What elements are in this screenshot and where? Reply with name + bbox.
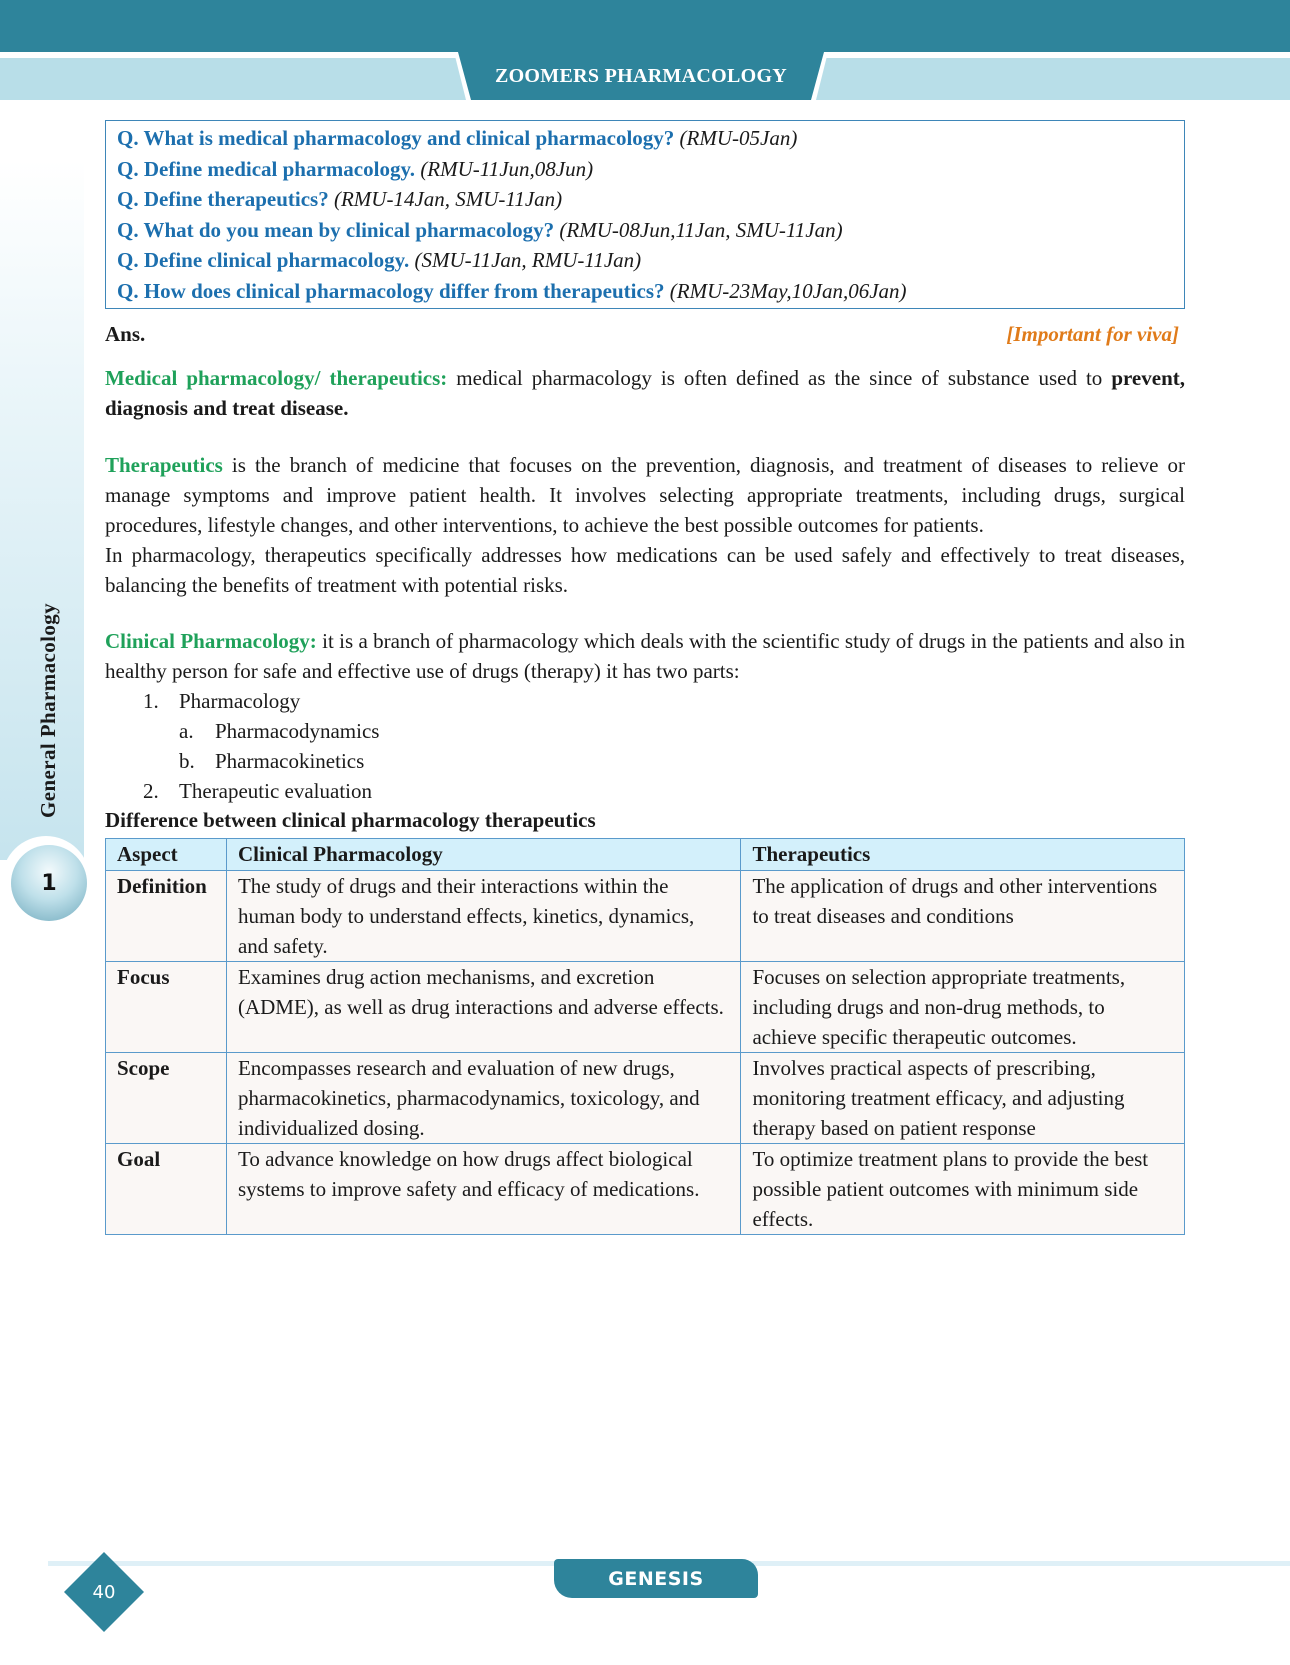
list-label: Pharmacokinetics bbox=[215, 749, 365, 773]
question-line bbox=[117, 154, 1173, 185]
list-label: Therapeutic evaluation bbox=[179, 779, 372, 803]
chapter-badge bbox=[11, 845, 87, 921]
therapeutics-cell: To optimize treatment plans to provide the best possible patient outcomes with minimum side effects. bbox=[741, 1144, 1185, 1235]
question-reference: (RMU-05Jan) bbox=[679, 126, 798, 150]
paragraph-text: it is a branch of pharmacology which deals with the scientific study of drugs in the patients and also in healthy person for safe and effective use of drugs (therapy) it has two parts: bbox=[105, 629, 1185, 683]
clinical-cell: Examines drug action mechanisms, and excretion (ADME), as well as drug interactions and adverse effects. bbox=[226, 962, 740, 1053]
list-marker: a. bbox=[179, 719, 194, 743]
question-line bbox=[117, 184, 1173, 215]
chapter-side-label: General Pharmacology bbox=[36, 602, 60, 818]
list-item bbox=[179, 746, 364, 776]
brand-tab: GENESIS bbox=[554, 1559, 758, 1598]
list-marker: 1. bbox=[143, 689, 159, 713]
clinical-cell: The study of drugs and their interactions within the human body to understand effects, kinetics, dynamics, and safety. bbox=[226, 871, 740, 962]
list-item bbox=[179, 716, 379, 746]
therapeutics-paragraph bbox=[105, 450, 1185, 540]
paragraph-text: medical pharmacology is often defined as the since of substance used to bbox=[447, 366, 1112, 390]
table-row bbox=[106, 962, 1185, 1053]
important-tag: [Important for viva] bbox=[1006, 322, 1179, 346]
list-marker: 2. bbox=[143, 779, 159, 803]
question-reference: (RMU-08Jun,11Jan, SMU-11Jan) bbox=[559, 217, 843, 242]
aspect-cell: Focus bbox=[106, 962, 227, 1053]
paragraph-emphasis: prevent, diagnosis and treat disease. bbox=[105, 366, 1185, 420]
question-line bbox=[117, 276, 1173, 307]
comparison-table bbox=[105, 838, 1185, 1235]
term-medical-pharmacology: Medical pharmacology/ therapeutics: bbox=[105, 366, 448, 390]
column-header-therapeutics: Therapeutics bbox=[741, 839, 1185, 871]
clinical-cell: Encompasses research and evaluation of new drugs, pharmacokinetics, pharmacodynamics, toxicology, and individualized dosing. bbox=[226, 1053, 740, 1144]
question-line bbox=[117, 215, 1173, 246]
table-title: Difference between clinical pharmacology therapeutics bbox=[105, 808, 596, 832]
list-label: Pharmacology bbox=[179, 689, 301, 713]
header-title-tab bbox=[454, 52, 828, 100]
question-line bbox=[117, 245, 1173, 276]
header-bar bbox=[0, 0, 1290, 52]
page-number: 40 bbox=[92, 1581, 116, 1603]
question-text: Q. What is medical pharmacology and clinical pharmacology? bbox=[117, 126, 675, 150]
aspect-cell: Definition bbox=[106, 871, 227, 962]
therapeutics-cell: The application of drugs and other interventions to treat diseases and conditions bbox=[741, 871, 1185, 962]
therapeutics-pharmacology-paragraph: In pharmacology, therapeutics specifically addresses how medications can be used safely and effectively to treat diseases, balancing the benefits of treatment with potential risks. bbox=[105, 543, 1185, 597]
answer-header bbox=[105, 322, 1185, 352]
list-marker: b. bbox=[179, 749, 195, 773]
therapeutics-cell: Involves practical aspects of prescribing, monitoring treatment efficacy, and adjusting therapy based on patient response bbox=[741, 1053, 1185, 1144]
table-row bbox=[106, 1053, 1185, 1144]
list-label: Pharmacodynamics bbox=[215, 719, 380, 743]
question-text: Q. Define therapeutics? bbox=[117, 187, 329, 211]
aspect-cell: Goal bbox=[106, 1144, 227, 1235]
clinical-cell: To advance knowledge on how drugs affect biological systems to improve safety and efficacy of medications. bbox=[226, 1144, 740, 1235]
aspect-cell: Scope bbox=[106, 1053, 227, 1144]
answer-label: Ans. bbox=[105, 322, 146, 346]
question-line bbox=[117, 123, 1173, 154]
question-reference: (SMU-11Jan, RMU-11Jan) bbox=[414, 248, 642, 272]
question-reference: (RMU-14Jan, SMU-11Jan) bbox=[333, 187, 563, 211]
chapter-number: 1 bbox=[41, 870, 57, 896]
term-therapeutics: Therapeutics bbox=[105, 453, 223, 477]
question-text: Q. Define medical pharmacology. bbox=[117, 156, 416, 181]
medical-pharmacology-paragraph bbox=[105, 363, 1185, 423]
question-text: Q. What do you mean by clinical pharmacology? bbox=[117, 217, 555, 242]
question-reference: (RMU-23May,10Jan,06Jan) bbox=[669, 278, 907, 303]
table-row bbox=[106, 1144, 1185, 1235]
column-header-clinical: Clinical Pharmacology bbox=[226, 839, 740, 871]
therapeutics-cell: Focuses on selection appropriate treatments, including drugs and non-drug methods, to achieve specific therapeutic outcomes. bbox=[741, 962, 1185, 1053]
question-box bbox=[105, 120, 1185, 309]
question-text: Q. How does clinical pharmacology differ from therapeutics? bbox=[117, 278, 665, 303]
question-reference: (RMU-11Jun,08Jun) bbox=[420, 156, 594, 181]
term-clinical-pharmacology: Clinical Pharmacology: bbox=[105, 629, 317, 653]
list-item bbox=[143, 776, 372, 806]
table-header-row bbox=[106, 839, 1185, 871]
paragraph-text: is the branch of medicine that focuses on the prevention, diagnosis, and treatment of diseases to relieve or manage symptoms and improve patient health. It involves selecting appropriate treatments, including drugs, surgical procedures, lifestyle changes, and other interventions, to achieve the best possible outcomes for patients. bbox=[105, 453, 1185, 537]
list-item bbox=[143, 686, 300, 716]
column-header-aspect: Aspect bbox=[106, 839, 227, 871]
table-row bbox=[106, 871, 1185, 962]
question-text: Q. Define clinical pharmacology. bbox=[117, 248, 410, 272]
clinical-pharmacology-paragraph bbox=[105, 626, 1185, 686]
running-header-title: ZOOMERS PHARMACOLOGY bbox=[494, 64, 788, 87]
